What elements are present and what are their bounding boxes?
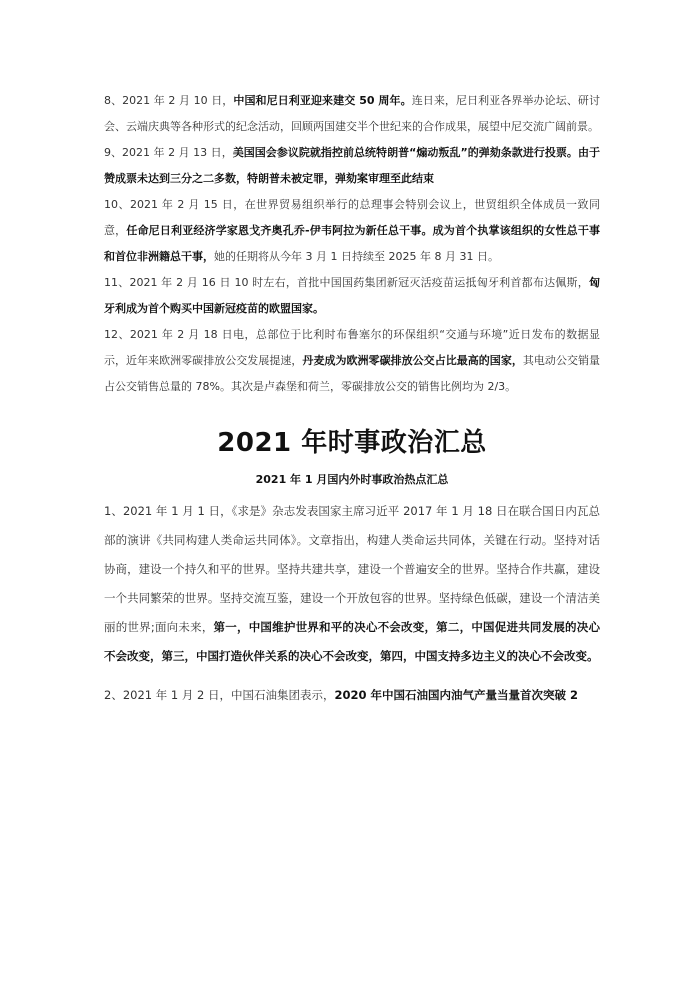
entry-text: 8、2021 年 2 月 10 日， bbox=[104, 94, 234, 107]
entries-bottom bbox=[104, 497, 600, 710]
entry-2 bbox=[104, 681, 600, 710]
entry-9 bbox=[104, 140, 600, 192]
entry-text: 9、2021 年 2 月 13 日， bbox=[104, 146, 233, 159]
entry-text: 10、2021 年 2 月 15 日，在世界贸易组织举行的总理事会特别会议上，世贸组织全体成员一致同意， bbox=[104, 198, 600, 237]
entry-text: 其电动公交销量占公交销售总量的 78%。其次是卢森堡和荷兰，零碳排放公交的销售比例均为 2/3。 bbox=[104, 354, 601, 393]
entries-top bbox=[104, 88, 600, 400]
entry-text: 连日来，尼日利亚各界举办论坛、研讨会、云端庆典等各种形式的纪念活动，回顾两国建交半个世纪来的合作成果，展望中尼交流广阔前景。 bbox=[104, 94, 601, 133]
entry-bold-text: 任命尼日利亚经济学家恩戈齐奥孔乔-伊韦阿拉为新任总干事。成为首个执掌该组织的女性总干事和首位非洲籍总干事， bbox=[104, 224, 601, 263]
entry-bold-text: 丹麦成为欧洲零碳排放公交占比最高的国家， bbox=[302, 354, 523, 367]
entry-8 bbox=[104, 88, 600, 140]
entry-11 bbox=[104, 270, 600, 322]
entry-bold-text: 匈牙利成为首个购买中国新冠疫苗的欧盟国家。 bbox=[104, 276, 600, 315]
entry-bold-text: 第一，中国维护世界和平的决心不会改变，第二，中国促进共同发展的决心不会改变，第三，中国打造伙伴关系的决心不会改变，第四，中国支持多边主义的决心不会改变。 bbox=[104, 620, 600, 663]
entry-text: 1、2021 年 1 月 1 日，《求是》杂志发表国家主席习近平 2017 年 1 月 18 日在联合国日内瓦总部的演讲《共同构建人类命运共同体》。文章指出，构建人类命运共同体，关键在行动。坚持对话协商，建设一个持久和平的世界。坚持共建共享，建设一个普遍安全的世界。坚持合作共赢，建设一个共同繁荣的世界。坚持交流互鉴，建设一个开放包容的世界。坚持绿色低碳，建设一个清洁美丽的世界;面向未来， bbox=[104, 504, 600, 634]
paragraph-gap bbox=[104, 671, 600, 681]
entry-bold-text: 中国和尼日利亚迎来建交 50 周年。 bbox=[233, 94, 412, 107]
entry-bold-text: 2020 年中国石油国内油气产量当量首次突破 2 bbox=[334, 688, 579, 702]
entry-text: 2、2021 年 1 月 2 日，中国石油集团表示， bbox=[104, 688, 335, 702]
entry-text: 她的任期将从今年 3 月 1 日持续至 2025 年 8 月 31 日。 bbox=[214, 250, 499, 263]
section-subtitle: 2021 年 1 月国内外时事政治热点汇总 bbox=[255, 473, 449, 486]
entry-10 bbox=[104, 192, 600, 270]
entry-1 bbox=[104, 497, 600, 671]
entry-text: 11、2021 年 2 月 16 日 10 时左右，首批中国国药集团新冠灭活疫苗运抵匈牙利首都布达佩斯， bbox=[104, 276, 589, 289]
main-title: 2021 年时事政治汇总 bbox=[217, 428, 487, 458]
entry-text: 12、2021 年 2 月 18 日电，总部位于比利时布鲁塞尔的环保组织“交通与环境”近日发布的数据显示，近年来欧洲零碳排放公交发展提速， bbox=[104, 328, 600, 367]
entry-12 bbox=[104, 322, 600, 400]
entry-bold-text: 美国国会参议院就指控前总统特朗普“煽动叛乱”的弹劾条款进行投票。由于赞成票未达到三分之二多数，特朗普未被定罪，弹劾案审理至此结束 bbox=[104, 146, 600, 185]
